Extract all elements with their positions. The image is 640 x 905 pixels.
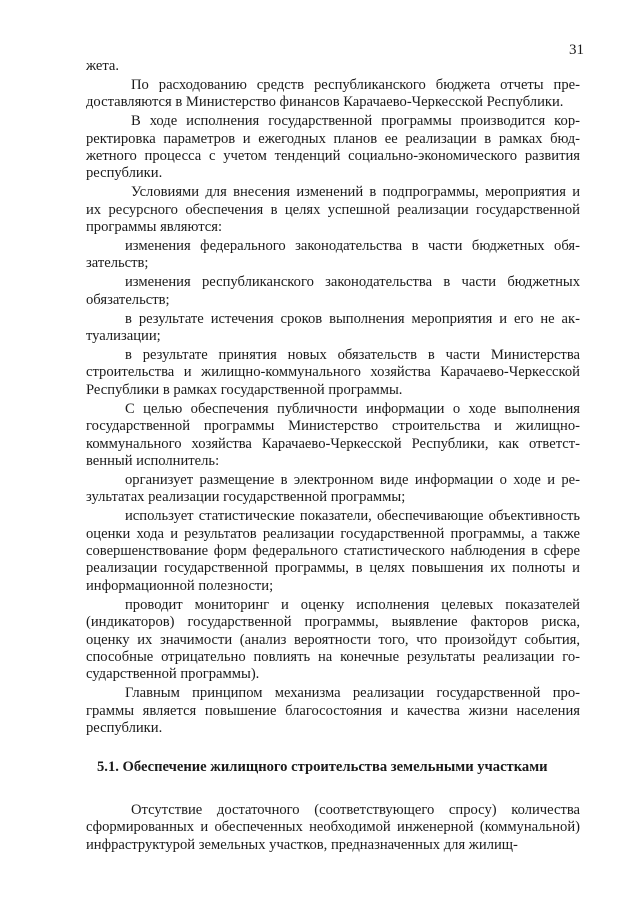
paragraph: Условиями для внесения изменений в подпрограммы, мероприятия и их ресурсного обеспечения в целях успешной реализации государственной программы являются: bbox=[86, 184, 580, 236]
list-item: изменения республиканского законодательства в части бюджетных обязательств; bbox=[86, 274, 580, 308]
body-text bbox=[86, 58, 580, 856]
list-item: организует размещение в электронном виде информации о ходе и результатах реализации государственной программы; bbox=[86, 471, 580, 506]
paragraph: По расходованию средств республиканского бюджета отчеты предоставляются в Министерство финансов Карачаево-Черкесской Республики. bbox=[86, 76, 580, 111]
list-item: в результате истечения сроков выполнения мероприятия и его не актуализации; bbox=[86, 310, 580, 345]
paragraph: Отсутствие достаточного (соответствующего спросу) количества сформированных и обеспеченных необходимой инженерной (коммунальной) инфраструктурой земельных участков, предназначенных для жилищ- bbox=[86, 801, 580, 853]
section-heading: 5.1. Обеспечение жилищного строительства земельными участками bbox=[97, 759, 548, 776]
paragraph: В ходе исполнения государственной программы производится корректировка параметров и ежегодных планов ее реализации в рамках бюджетного процесса с учетом тенденций социально-экономического развития республики. bbox=[86, 113, 580, 182]
list-item: проводит мониторинг и оценку исполнения целевых показателей (индикаторов) государственной программы, выявление факторов риска, оценку их значимости (анализ вероятности того, что произойдут события, способные отрицательно повлиять на конечные результаты реализации государственной программы). bbox=[86, 596, 580, 683]
list-item: в результате принятия новых обязательств в части Министерства строительства и жилищно-коммунального хозяйства Карачаево-Черкесской Республики в рамках государственной программы. bbox=[86, 347, 580, 398]
list-item: использует статистические показатели, обеспечивающие объективность оценки хода и результатов реализации государственной программы, а также совершенствование форм федерального статистического наблюдения в сфере реализации государственной программы, в целях повышения их полноты и информационной полезности; bbox=[86, 508, 580, 594]
paragraph: жета. bbox=[86, 58, 120, 74]
paragraph: С целью обеспечения публичности информации о ходе выполнения государственной программы Министерство строительства и жилищно-коммунального хозяйства Карачаево-Черкесской Республики, как ответственный исполнитель: bbox=[86, 400, 580, 469]
list-item: изменения федерального законодательства в части бюджетных обязательств; bbox=[86, 238, 580, 272]
page-number: 31 bbox=[569, 42, 584, 58]
paragraph: Главным принципом механизма реализации государственной программы является повышение благосостояния и качества жизни населения республики. bbox=[86, 685, 580, 737]
